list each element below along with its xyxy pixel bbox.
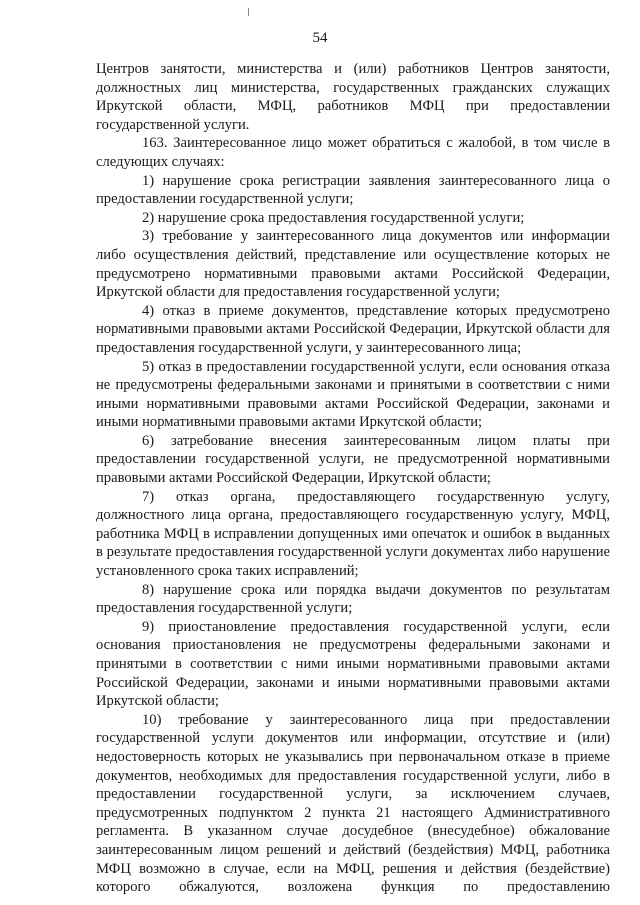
list-item-9: 9) приостановление предоставления государственной услуги, если основания приостановления не предусмотрены федеральными законами и принятыми в соответствии с ними иными нормативными правовыми актами Российской Федерации, законами и иными нормативными правовыми актами Иркутской области; <box>96 618 610 710</box>
paragraph-continuation: Центров занятости, министерства и (или) работников Центров занятости, должностных лиц министерства, государственных гражданских служащих Иркутской области, МФЦ, работников МФЦ при предоставлении государственной услуги. <box>96 61 610 133</box>
list-item-7: 7) отказ органа, предоставляющего государственную услугу, должностного лица органа, предоставляющего государственную услугу, МФЦ, работника МФЦ в исправлении допущенных ими опечаток и ошибок в выданных в результате предоставления государственной услуги документах либо нарушение установленного срока таких исправлений; <box>96 488 610 580</box>
list-item-4: 4) отказ в приеме документов, представление которых предусмотрено нормативными правовыми актами Российской Федерации, Иркутской области для предоставления государственной услуги, у заинтересованного лица; <box>96 302 610 356</box>
list-item-10: 10) требование у заинтересованного лица при предоставлении государственной услуги документов или информации, отсутствие и (или) недостоверность которых не указывались при первоначальном отказе в приеме документов, необходимых для предоставления государственной услуги, либо в предоставлении государственной услуги, за исключением случаев, предусмотренных подпунктом 2 пункта 21 настоящего Административного регламента. В указанном случае досудебное (внесудебное) обжалование заинтересованным лицом решений и действий (бездействия) МФЦ, работника МФЦ возможно в случае, если на МФЦ, решения и действия (бездействие) которого обжалуются, возложена функция по предоставлению <box>96 711 610 896</box>
list-item-3: 3) требование у заинтересованного лица документов или информации либо осуществления действий, представление или осуществление которых не предусмотрено нормативными правовыми актами Российской Федерации, Иркутской области для предоставления государственной услуги; <box>96 228 610 301</box>
list-item-5: 5) отказ в предоставлении государственной услуги, если основания отказа не предусмотрены федеральными законами и принятыми в соответствии с ними иными нормативными правовыми актами Российской Федерации, законами и иными нормативными правовыми актами Иркутской области; <box>96 358 610 431</box>
list-item-8: 8) нарушение срока или порядка выдачи документов по результатам предоставления государственной услуги; <box>96 581 610 617</box>
paragraph-163: 163. Заинтересованное лицо может обратиться с жалобой, в том числе в следующих случаях: <box>96 135 610 170</box>
list-item-2: 2) нарушение срока предоставления государственной услуги; <box>142 209 525 226</box>
list-item-6: 6) затребование внесения заинтересованным лицом платы при предоставлении государственной услуги, не предусмотренной нормативными правовыми актами Российской Федерации, Иркутской области; <box>96 432 610 487</box>
list-item-1: 1) нарушение срока регистрации заявления заинтересованного лица о предоставлении государственной услуги; <box>96 172 610 208</box>
scan-mark <box>248 8 249 16</box>
document-body <box>96 60 610 897</box>
page-number: 54 <box>312 30 328 46</box>
